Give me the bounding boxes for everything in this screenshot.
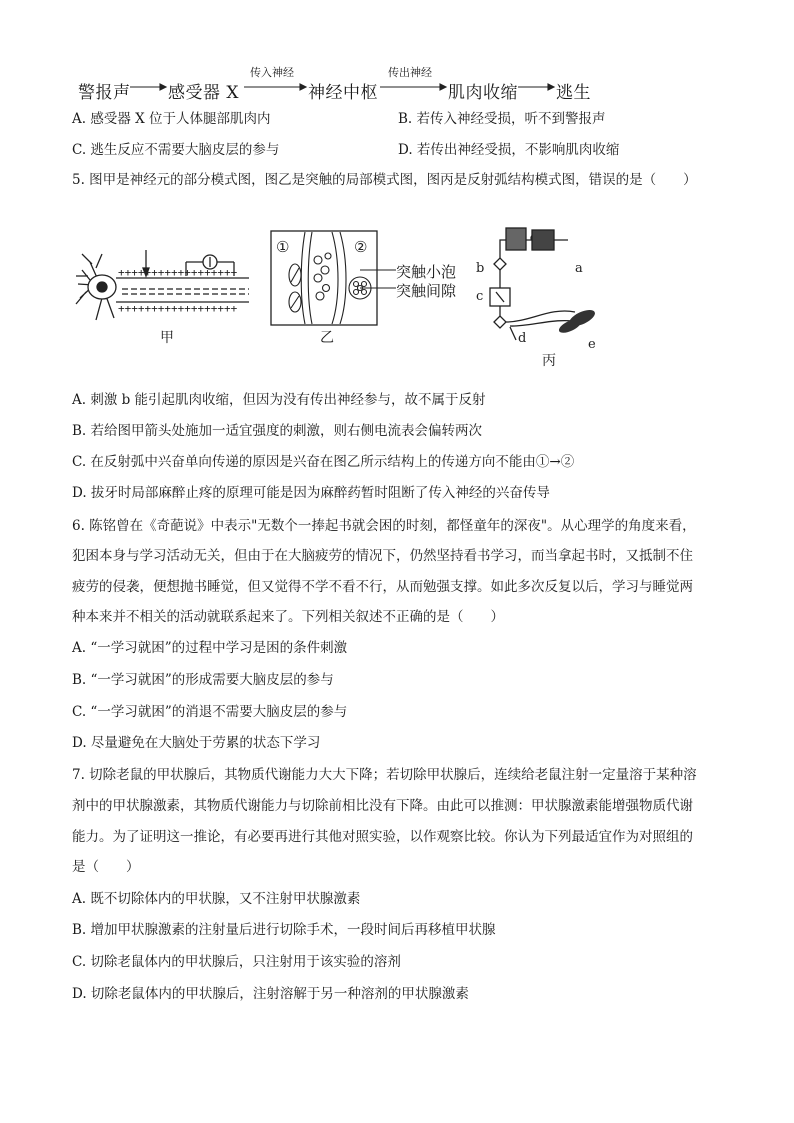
yi-label-1: ① xyxy=(276,238,290,256)
q7-stem-line-4: 是（ ） xyxy=(72,859,140,875)
svg-text:++++++++++++++++++: ++++++++++++++++++ xyxy=(118,266,238,279)
q5-option-a: A. 刺激 b 能引起肌肉收缩，但因为没有传出神经参与，故不属于反射 xyxy=(72,392,486,408)
figure-yi-caption: 乙 xyxy=(320,330,334,346)
q6-option-d: D. 尽量避免在大脑处于劳累的状态下学习 xyxy=(72,735,321,751)
q6-option-b: B. “一学习就困”的形成需要大脑皮层的参与 xyxy=(72,672,334,688)
q5-stem: 5. 图甲是神经元的部分模式图，图乙是突触的局部模式图，图丙是反射弧结构模式图，错误的是（ ） xyxy=(72,172,697,188)
flow-node-escape: 逃生 xyxy=(556,83,591,103)
reflex-arc-figure-bing xyxy=(470,222,620,352)
q6-stem-line-3: 疲劳的侵袭，便想抛书睡觉，但又觉得不学不看不行，从而勉强支撑。如此多次反复以后，学习与睡觉两 xyxy=(72,579,693,595)
neuron-figure-jia xyxy=(74,240,254,335)
yi-label-2: ② xyxy=(354,238,368,256)
bing-label-c: c xyxy=(476,289,484,304)
q7-stem-line-2: 剂中的甲状腺激素，其物质代谢能力与切除前相比没有下降。由此可以推测：甲状腺激素能增强物质代谢 xyxy=(72,798,693,814)
q6-option-a: A. “一学习就困”的过程中学习是困的条件刺激 xyxy=(72,640,348,656)
bing-label-d: d xyxy=(518,331,527,346)
q6-stem-line-1: 6. 陈铭曾在《奇葩说》中表示"无数个一捧起书就会困的时刻，都怪童年的深夜"。从心理学的角度来看， xyxy=(72,518,696,534)
q5-option-c: C. 在反射弧中兴奋单向传递的原因是兴奋在图乙所示结构上的传递方向不能由①→② xyxy=(72,454,575,470)
yi-label-vesicle: 突触小泡 xyxy=(396,263,457,281)
q7-option-a: A. 既不切除体内的甲状腺，又不注射甲状腺激素 xyxy=(72,891,361,907)
bing-label-a: a xyxy=(575,261,583,276)
q4-option-b: B. 若传入神经受损，听不到警报声 xyxy=(398,111,606,127)
q7-stem-line-1: 7. 切除老鼠的甲状腺后，其物质代谢能力大大下降；若切除甲状腺后，连续给老鼠注射一定量溶于某种溶 xyxy=(72,767,697,783)
flow-node-alarm: 警报声 xyxy=(78,83,131,103)
q7-option-b: B. 增加甲状腺激素的注射量后进行切除手术，一段时间后再移植甲状腺 xyxy=(72,922,496,938)
q4-option-a: A. 感受器 X 位于人体腿部肌肉内 xyxy=(72,111,271,127)
q7-option-c: C. 切除老鼠体内的甲状腺后，只注射用于该实验的溶剂 xyxy=(72,954,401,970)
yi-label-cleft: 突触间隙 xyxy=(396,282,457,300)
q5-option-b: B. 若给图甲箭头处施加一适宜强度的刺激，则右侧电流表会偏转两次 xyxy=(72,423,483,439)
q4-option-c: C. 逃生反应不需要大脑皮层的参与 xyxy=(72,142,280,158)
reflex-flow-diagram xyxy=(78,66,638,106)
flow-node-receptor: 感受器 X xyxy=(168,83,240,103)
bing-label-b: b xyxy=(476,261,485,276)
q7-stem-line-3: 能力。为了证明这一推论，有必要再进行其他对照实验，以作观察比较。你认为下列最适宜作为对照组的 xyxy=(72,829,693,845)
q6-stem-line-4: 种本来并不相关的活动就联系起来了。下列相关叙述不正确的是（ ） xyxy=(72,609,504,625)
flow-label-afferent: 传入神经 xyxy=(250,66,294,79)
q7-option-d: D. 切除老鼠体内的甲状腺后，注射溶解于另一种溶剂的甲状腺激素 xyxy=(72,986,469,1002)
flow-node-center: 神经中枢 xyxy=(308,83,378,103)
q4-option-d: D. 若传出神经受损，不影响肌肉收缩 xyxy=(398,142,620,158)
q6-stem-line-2: 犯困本身与学习活动无关，但由于在大脑疲劳的情况下，仍然坚持看书学习，而当拿起书时，又抵制不住 xyxy=(72,548,693,564)
figure-bing-caption: 丙 xyxy=(542,353,556,369)
svg-text:++++++++++++++++++: ++++++++++++++++++ xyxy=(118,302,238,315)
flow-label-efferent: 传出神经 xyxy=(388,66,432,79)
flow-node-muscle: 肌肉收缩 xyxy=(448,83,518,103)
figure-jia-caption: 甲 xyxy=(160,330,174,346)
q6-option-c: C. “一学习就困”的消退不需要大脑皮层的参与 xyxy=(72,704,348,720)
yi-pointer-lines xyxy=(360,262,400,302)
bing-label-e: e xyxy=(588,337,596,352)
q5-option-d: D. 拔牙时局部麻醉止疼的原理可能是因为麻醉药暂时阻断了传入神经的兴奋传导 xyxy=(72,485,550,501)
